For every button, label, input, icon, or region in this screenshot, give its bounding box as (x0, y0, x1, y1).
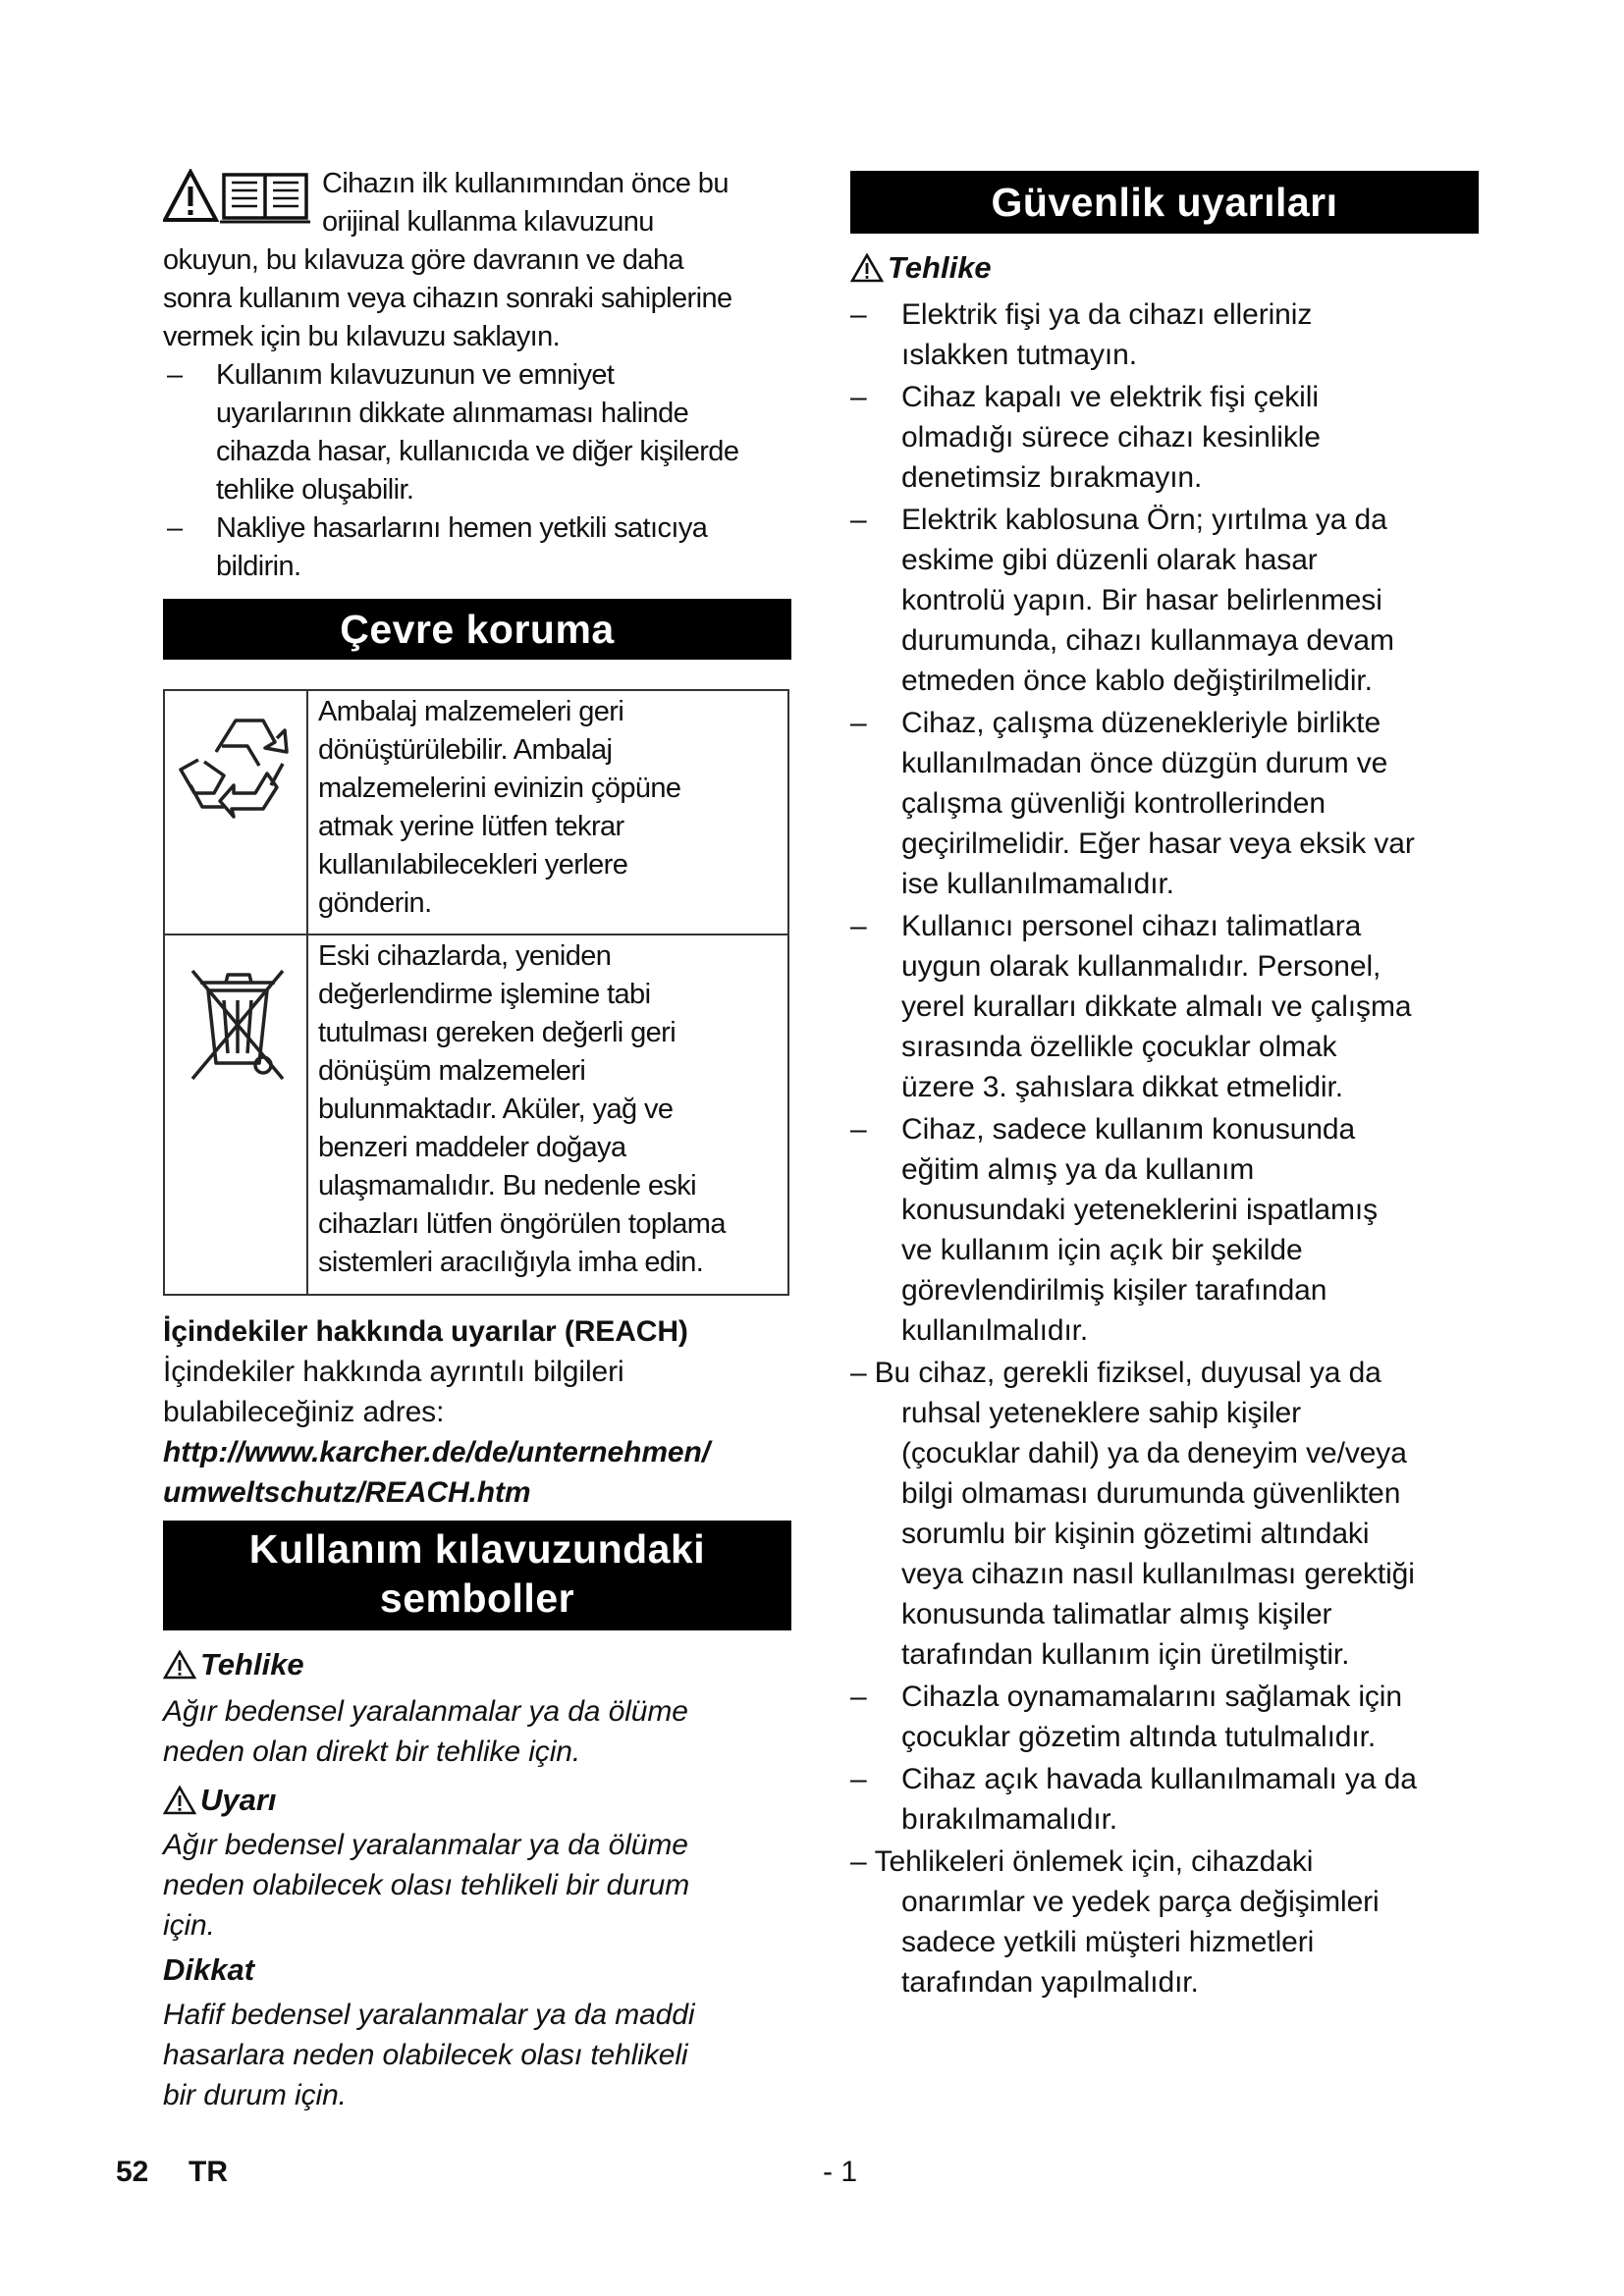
dash: – (167, 512, 183, 544)
list-item-line: Cihaz açık havada kullanılmamalı ya da (901, 1763, 1417, 1795)
symbol-label: Dikkat (163, 1952, 255, 1987)
list-item (850, 1759, 1479, 1840)
warning-triangle-icon (163, 1650, 196, 1680)
warning-book-icons (163, 169, 310, 224)
dash: – (850, 381, 867, 413)
symbol-label: Tehlike (200, 1647, 304, 1682)
list-item-line: bırakılmamalıdır. (901, 1803, 1118, 1836)
table-cell-line: kullanılabilecekleri yerlere (318, 849, 628, 881)
symbol-entry (163, 1644, 791, 1772)
list-item-line: konusunda talimatlar almış kişiler (901, 1598, 1332, 1630)
list-item-line: sadece yetkili müşteri hizmetleri (901, 1926, 1315, 1958)
dash: – (850, 1357, 867, 1389)
list-item-line: denetimsiz bırakmayın. (901, 461, 1203, 494)
list-item-line: kullanılmalıdır. (901, 1314, 1089, 1347)
table-cell-line: Eski cihazlarda, yeniden (318, 940, 612, 972)
list-item-line: Cihaz, sadece kullanım konusunda (901, 1113, 1356, 1146)
table-cell-line: tutulması gereken değerli geri (318, 1017, 677, 1048)
list-item-line: Kullanıcı personel cihazı talimatlara (901, 910, 1362, 942)
table-cell-line: atmak yerine lütfen tekrar (318, 811, 624, 842)
symbol-desc-line: hasarlara neden olabilecek olası tehlikeli (163, 2039, 688, 2071)
symbol-desc-line: Ağır bedensel yaralanmalar ya da ölüme (163, 1829, 688, 1861)
symbol-desc-line: bir durum için. (163, 2079, 347, 2111)
table-cell-line: gönderin. (318, 887, 432, 919)
table-cell-line: cihazları lütfen öngörülen toplama (318, 1208, 726, 1240)
intro-paragraph (163, 165, 791, 356)
dash: – (850, 910, 867, 942)
list-item-line: uygun olarak kullanmalıdır. Personel, (901, 950, 1381, 983)
list-item-line: uyarılarının dikkate alınmaması halinde (216, 398, 689, 429)
list-item-line: Elektrik fişi ya da cihazı elleriniz (901, 298, 1313, 331)
warning-triangle-icon (163, 1786, 196, 1815)
list-item-line: tehlike oluşabilir. (216, 474, 414, 506)
list-item-line: çocuklar gözetim altında tutulmalıdır. (901, 1721, 1377, 1753)
dash: – (850, 504, 867, 536)
table-cell-line: bulunmaktadır. Aküler, yağ ve (318, 1094, 674, 1125)
list-item (850, 1353, 1479, 1675)
list-item (850, 1842, 1479, 2002)
list-item-line: sorumlu bir kişinin gözetimi altındaki (901, 1518, 1370, 1550)
language-code: TR (189, 2156, 228, 2188)
reach-url-line: http://www.karcher.de/de/unternehmen/ (163, 1436, 710, 1468)
list-item (850, 294, 1479, 375)
list-item-first-row (850, 1353, 1479, 1393)
list-item-line: sırasında özellikle çocuklar olmak (901, 1031, 1337, 1063)
dash: – (850, 1681, 867, 1713)
list-item-line: etmeden önce kablo değiştirilmelidir. (901, 665, 1373, 697)
list-item-line: bilgi olmaması durumunda güvenlikten (901, 1477, 1401, 1510)
list-item-line: Elektrik kablosuna Örn; yırtılma ya da (901, 504, 1387, 536)
symbol-entry (163, 1780, 791, 1946)
list-item-line: ve kullanım için açık bir şekilde (901, 1234, 1303, 1266)
danger-label: Tehlike (888, 250, 992, 285)
table-cell-line: ulaşmamalıdır. Bu nedenle eski (318, 1170, 696, 1201)
intro-line: okuyun, bu kılavuza göre davranın ve daha (163, 244, 683, 276)
reach-url-line: umweltschutz/REACH.htm (163, 1476, 531, 1509)
section-heading-symbols (163, 1521, 791, 1630)
list-item (850, 906, 1479, 1107)
list-item (850, 703, 1479, 904)
list-item (850, 1677, 1479, 1757)
symbol-desc-line: neden olabilecek olası tehlikeli bir durum (163, 1869, 690, 1901)
table-cell-line: sistemleri aracılığıyla imha edin. (318, 1247, 704, 1278)
intro-line: sonra kullanım veya cihazın sonraki sahiplerine (163, 283, 732, 314)
dash: – (850, 298, 867, 331)
table-cell-line: Ambalaj malzemeleri geri (318, 696, 624, 727)
symbol-entry (163, 1949, 791, 2115)
left-column (163, 165, 791, 2115)
section-heading-environment: Çevre koruma (163, 599, 791, 660)
list-item-line: veya cihazın nasıl kullanılması gerektiği (901, 1558, 1415, 1590)
dash: – (167, 359, 183, 391)
list-item (850, 500, 1479, 701)
environment-table (163, 689, 789, 1296)
reach-title: İçindekiler hakkında uyarılar (REACH) (163, 1315, 688, 1348)
list-item (163, 356, 791, 509)
list-item-line: Bu cihaz, gerekli fiziksel, duyusal ya da (874, 1357, 1381, 1389)
list-item-line: konusundaki yeteneklerini ispatlamış (901, 1194, 1378, 1226)
recycle-icon (165, 691, 308, 929)
symbol-desc-line: için. (163, 1909, 215, 1942)
list-item-line: Cihaz kapalı ve elektrik fişi çekili (901, 381, 1319, 413)
list-item-line: olmadığı sürece cihazı kesinlikle (901, 421, 1321, 454)
dash: – (850, 1845, 867, 1878)
list-item-line: yerel kuralları dikkate almalı ve çalışma (901, 990, 1412, 1023)
center-mark (823, 2156, 857, 2189)
list-item-line: ruhsal yeteneklere sahip kişiler (901, 1397, 1302, 1429)
list-item-line: Cihaz, çalışma düzenekleriyle birlikte (901, 707, 1381, 739)
center-mark-text: - 1 (823, 2156, 858, 2188)
list-item (163, 509, 791, 586)
intro-line: Cihazın ilk kullanımından önce bu (322, 168, 729, 199)
heading-line: Kullanım kılavuzundaki (248, 1526, 706, 1572)
list-item-line: cihazda hasar, kullanıcıda ve diğer kişilerde (216, 436, 739, 467)
symbol-desc-line: Hafif bedensel yaralanmalar ya da maddi (163, 1999, 695, 2031)
intro-line: orijinal kullanma kılavuzunu (322, 206, 654, 238)
list-item (850, 377, 1479, 498)
list-item-line: görevlendirilmiş kişiler tarafından (901, 1274, 1327, 1307)
reach-section (163, 1311, 791, 1513)
environment-row (165, 691, 787, 934)
safety-list (850, 294, 1479, 2002)
intro-line: vermek için bu kılavuzu saklayın. (163, 321, 561, 352)
table-cell-line: benzeri maddeler doğaya (318, 1132, 626, 1163)
list-item-line: onarımlar ve yedek parça değişimleri (901, 1886, 1380, 1918)
list-item-first-row (850, 1842, 1479, 1882)
list-item-line: (çocuklar dahil) ya da deneyim ve/veya (901, 1437, 1407, 1469)
list-item-line: Nakliye hasarlarını hemen yetkili satıcıya (216, 512, 708, 544)
symbol-desc-line: Ağır bedensel yaralanmalar ya da ölüme (163, 1695, 688, 1728)
reach-line: bulabileceğiniz adres: (163, 1396, 445, 1428)
book-icon (220, 175, 310, 222)
environment-row (165, 934, 787, 1294)
list-item-line: bildirin. (216, 551, 301, 582)
list-item-line: Cihazla oynamamalarını sağlamak için (901, 1681, 1402, 1713)
list-item-line: üzere 3. şahıslara dikkat etmelidir. (901, 1071, 1343, 1103)
page-number: 52 (116, 2156, 149, 2188)
section-heading-safety: Güvenlik uyarıları (850, 171, 1479, 234)
reach-line: İçindekiler hakkında ayrıntılı bilgileri (163, 1356, 624, 1388)
list-item-line: ıslakken tutmayın. (901, 339, 1137, 371)
symbol-label: Uyarı (200, 1783, 277, 1817)
table-cell-line: dönüşüm malzemeleri (318, 1055, 586, 1087)
list-item-line: çalışma güvenliği kontrollerinden (901, 787, 1326, 820)
list-item-line: geçirilmelidir. Eğer hasar veya eksik var (901, 828, 1415, 860)
list-item-line: ise kullanılmamalıdır. (901, 868, 1174, 900)
list-item-line: eğitim almış ya da kullanım (901, 1153, 1255, 1186)
list-item-line: Kullanım kılavuzunun ve emniyet (216, 359, 615, 391)
crossed-bin-icon (165, 935, 308, 1289)
dash: – (850, 1113, 867, 1146)
dash: – (850, 1763, 867, 1795)
warning-triangle-icon (165, 172, 216, 220)
list-item-line: tarafından yapılmalıdır. (901, 1966, 1199, 1999)
list-item-line: kontrolü yapın. Bir hasar belirlenmesi (901, 584, 1382, 616)
symbol-desc-line: neden olan direkt bir tehlike için. (163, 1735, 581, 1768)
list-item-line: tarafından kullanım için üretilmiştir. (901, 1638, 1350, 1671)
right-column (850, 165, 1479, 2004)
table-cell-line: malzemelerini evinizin çöpüne (318, 773, 681, 804)
list-item-line: Tehlikeleri önlemek için, cihazdaki (874, 1845, 1314, 1878)
list-item (850, 1109, 1479, 1351)
warning-triangle-icon (850, 253, 884, 283)
list-item-line: durumunda, cihazı kullanmaya devam (901, 624, 1394, 657)
heading-line: semboller (379, 1575, 575, 1621)
list-item-line: kullanılmadan önce düzgün durum ve (901, 747, 1388, 779)
table-cell-line: değerlendirme işlemine tabi (318, 979, 651, 1010)
table-cell-line: dönüştürülebilir. Ambalaj (318, 734, 613, 766)
dash: – (850, 707, 867, 739)
list-item-line: eskime gibi düzenli olarak hasar (901, 544, 1318, 576)
